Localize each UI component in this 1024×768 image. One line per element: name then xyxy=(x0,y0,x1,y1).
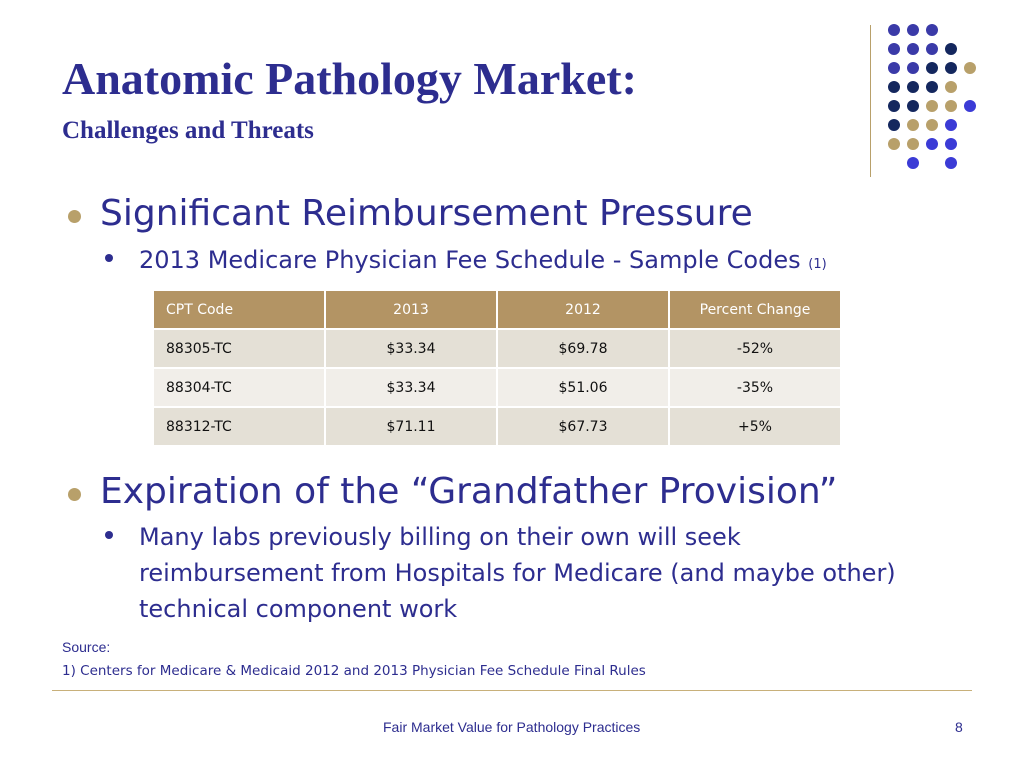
decorative-dot xyxy=(907,138,919,150)
decorative-dot xyxy=(888,43,900,55)
header-cpt-code: CPT Code xyxy=(153,290,325,329)
decorative-dot xyxy=(926,24,938,36)
cell-percent-change: +5% xyxy=(669,407,841,446)
header-2012: 2012 xyxy=(497,290,669,329)
decorative-divider-line xyxy=(870,25,871,177)
decorative-dot xyxy=(907,62,919,74)
decorative-dot xyxy=(964,62,976,74)
decorative-dot xyxy=(907,100,919,112)
cell-2013: $33.34 xyxy=(325,329,497,368)
decorative-dot xyxy=(926,138,938,150)
cell-2012: $51.06 xyxy=(497,368,669,407)
decorative-dot xyxy=(888,62,900,74)
decorative-dot xyxy=(926,81,938,93)
decorative-dot xyxy=(888,119,900,131)
bullet-text: Significant Reimbursement Pressure xyxy=(100,193,753,234)
decorative-dot-grid xyxy=(880,18,990,178)
decorative-dot xyxy=(945,119,957,131)
decorative-dot xyxy=(888,24,900,36)
header-2013: 2013 xyxy=(325,290,497,329)
footer-text: Fair Market Value for Pathology Practices xyxy=(383,719,641,735)
cell-2013: $71.11 xyxy=(325,407,497,446)
sub-bullet-dot-icon xyxy=(105,531,113,539)
decorative-dot xyxy=(907,24,919,36)
page-number: 8 xyxy=(955,719,963,735)
decorative-dot xyxy=(926,62,938,74)
table-row xyxy=(153,368,841,407)
decorative-dot xyxy=(907,119,919,131)
decorative-dot xyxy=(945,43,957,55)
decorative-dot xyxy=(926,100,938,112)
cell-2012: $69.78 xyxy=(497,329,669,368)
table-row xyxy=(153,329,841,368)
cell-percent-change: -35% xyxy=(669,368,841,407)
sub-bullet-line: reimbursement from Hospitals for Medicare (and maybe other) xyxy=(139,559,896,587)
decorative-dot xyxy=(888,138,900,150)
table-row xyxy=(153,407,841,446)
decorative-dot xyxy=(907,157,919,169)
footer-divider xyxy=(52,690,972,691)
source-label: Source: xyxy=(62,639,111,655)
decorative-dot xyxy=(907,81,919,93)
decorative-dot xyxy=(926,43,938,55)
decorative-dot xyxy=(964,100,976,112)
cell-2012: $67.73 xyxy=(497,407,669,446)
sub-bullet-line: technical component work xyxy=(139,595,458,623)
cell-2013: $33.34 xyxy=(325,368,497,407)
decorative-dot xyxy=(888,100,900,112)
cell-cpt-code: 88304-TC xyxy=(153,368,325,407)
decorative-dot xyxy=(945,100,957,112)
table-header-row xyxy=(153,290,841,329)
decorative-dot xyxy=(945,157,957,169)
bullet-text: Expiration of the “Grandfather Provision” xyxy=(100,471,838,512)
footnote-ref: (1) xyxy=(808,257,827,272)
decorative-dot xyxy=(945,81,957,93)
bullet-dot-icon xyxy=(68,488,81,501)
sub-bullet-dot-icon xyxy=(105,254,113,262)
decorative-dot xyxy=(945,62,957,74)
decorative-dot xyxy=(907,43,919,55)
cell-cpt-code: 88312-TC xyxy=(153,407,325,446)
slide-title: Anatomic Pathology Market: xyxy=(62,53,637,104)
decorative-dot xyxy=(945,138,957,150)
fee-schedule-table xyxy=(152,289,842,447)
sub-bullet-text: 2013 Medicare Physician Fee Schedule - Sample Codes xyxy=(139,246,801,274)
header-percent-change: Percent Change xyxy=(669,290,841,329)
bullet-dot-icon xyxy=(68,210,81,223)
slide-subtitle: Challenges and Threats xyxy=(62,117,314,144)
decorative-dot xyxy=(888,81,900,93)
sub-bullet-line: Many labs previously billing on their own will seek xyxy=(139,523,741,551)
cell-cpt-code: 88305-TC xyxy=(153,329,325,368)
decorative-dot xyxy=(926,119,938,131)
cell-percent-change: -52% xyxy=(669,329,841,368)
source-reference: 1) Centers for Medicare & Medicaid 2012 and 2013 Physician Fee Schedule Final Rules xyxy=(62,663,646,679)
